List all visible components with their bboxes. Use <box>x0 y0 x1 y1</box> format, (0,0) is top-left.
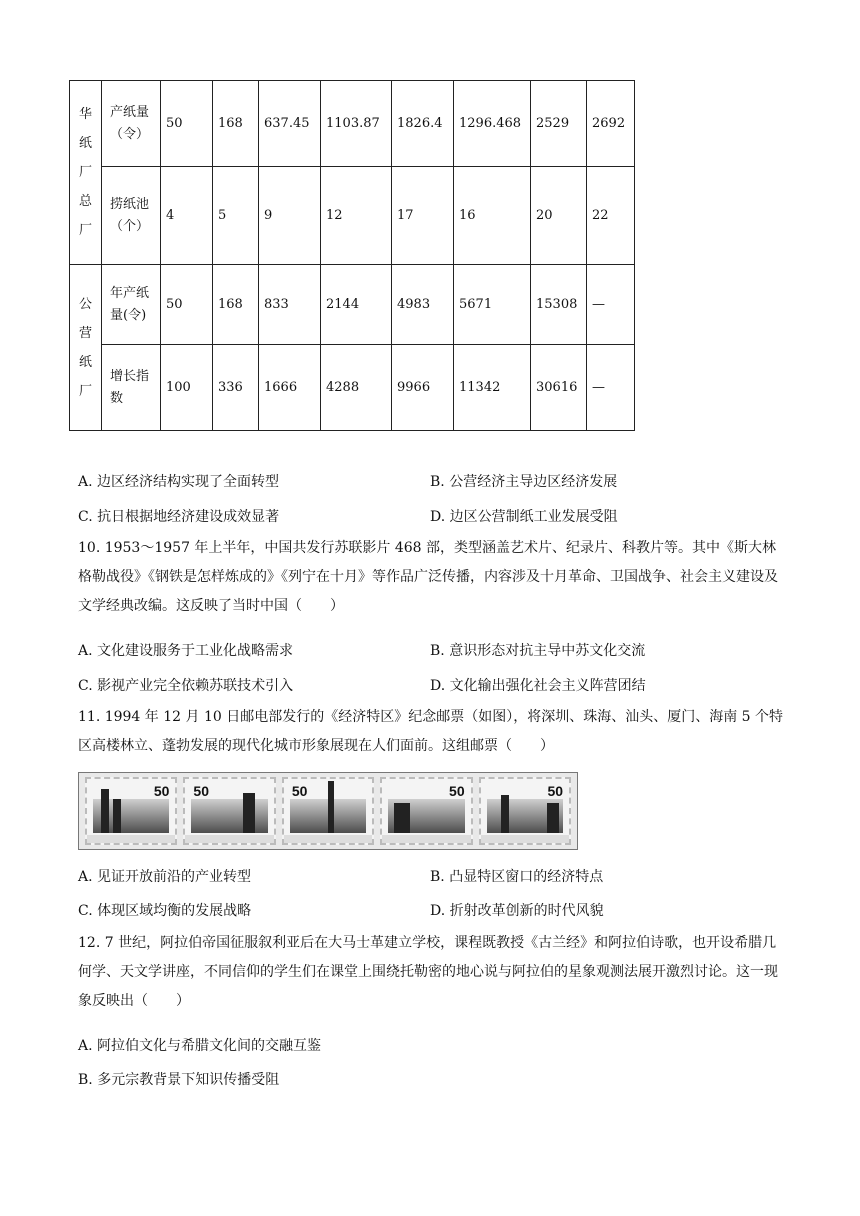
row-label: 捞纸池 （个） <box>102 167 161 265</box>
stamp-shantou: 50 <box>282 777 374 845</box>
stamp-zhuhai: 50 <box>183 777 275 845</box>
table-cell: 1296.468 <box>454 81 531 167</box>
table-cell: 1103.87 <box>321 81 392 167</box>
q10-option-c: C. 影视产业完全依赖苏联技术引入 <box>78 678 294 694</box>
q11-stem: 11. 1994 年 12 月 10 日邮电部发行的《经济特区》纪念邮票（如图），将深圳、珠海、汕头、厦门、海南 5 个特区高楼林立、蓬勃发展的现代化城市形象展现在人们面前。这组邮票（ ） <box>78 709 784 754</box>
table-cell: 2529 <box>531 81 587 167</box>
row-label: 增长指 数 <box>102 345 161 431</box>
table-cell: 11342 <box>454 345 531 431</box>
table-cell: 16 <box>454 167 531 265</box>
q10-option-b: B. 意识形态对抗主导中苏文化交流 <box>430 643 646 659</box>
q11-option-b: B. 凸显特区窗口的经济特点 <box>430 869 604 885</box>
q11-option-d: D. 折射改革创新的时代风貌 <box>430 903 604 919</box>
table-cell: 12 <box>321 167 392 265</box>
table-cell: 50 <box>161 81 213 167</box>
table-row <box>70 265 635 345</box>
q11-option-a: A. 见证开放前沿的产业转型 <box>78 869 252 885</box>
table-cell: 15308 <box>531 265 587 345</box>
table-cell: 637.45 <box>259 81 321 167</box>
table-cell: 4 <box>161 167 213 265</box>
table-cell: 50 <box>161 265 213 345</box>
table-cell: 833 <box>259 265 321 345</box>
paper-production-table <box>69 80 635 431</box>
q12-option-a: A. 阿拉伯文化与希腊文化间的交融互鉴 <box>78 1038 322 1054</box>
table-cell: 336 <box>213 345 259 431</box>
q11-option-c: C. 体现区域均衡的发展战略 <box>78 903 252 919</box>
table-cell: 168 <box>213 81 259 167</box>
stamp-hainan: 50 <box>479 777 571 845</box>
table-row <box>70 81 635 167</box>
table-cell: 1666 <box>259 345 321 431</box>
q9-option-c: C. 抗日根据地经济建设成效显著 <box>78 509 280 525</box>
table-cell: 30616 <box>531 345 587 431</box>
q9-option-b: B. 公营经济主导边区经济发展 <box>430 474 618 490</box>
group-label-public-paper: 公 营 纸 厂 <box>70 265 102 431</box>
row-label: 产纸量 （令） <box>102 81 161 167</box>
table-cell: 22 <box>587 167 635 265</box>
q9-option-d: D. 边区公营制纸工业发展受阻 <box>430 509 618 525</box>
row-label: 年产纸 量(令) <box>102 265 161 345</box>
table-cell: — <box>587 345 635 431</box>
table-cell: 168 <box>213 265 259 345</box>
table-cell: 4983 <box>392 265 454 345</box>
table-cell: 20 <box>531 167 587 265</box>
table-cell: 5 <box>213 167 259 265</box>
table-cell: 5671 <box>454 265 531 345</box>
stamp-xiamen: 50 <box>380 777 472 845</box>
q10-option-d: D. 文化输出强化社会主义阵营团结 <box>430 678 646 694</box>
table-cell: 9 <box>259 167 321 265</box>
q12-stem: 12. 7 世纪，阿拉伯帝国征服叙利亚后在大马士革建立学校，课程既教授《古兰经》和阿拉伯诗歌，也开设希腊几何学、天文学讲座，不同信仰的学生们在课堂上围绕托勒密的地心说与阿拉伯的星象观测法展开激烈讨论。这一现象反映出（ ） <box>78 935 778 1009</box>
table-row <box>70 167 635 265</box>
stamp-shenzhen: 50 <box>85 777 177 845</box>
table-cell: 9966 <box>392 345 454 431</box>
table-cell: 2144 <box>321 265 392 345</box>
q12-option-b: B. 多元宗教背景下知识传播受阻 <box>78 1072 280 1088</box>
table-row <box>70 345 635 431</box>
q10-stem: 10. 1953～1957 年上半年，中国共发行苏联影片 468 部，类型涵盖艺术片、纪录片、科教片等。其中《斯大林格勒战役》《钢铁是怎样炼成的》《列宁在十月》等作品广泛传播，内容涉及十月革命、卫国战争、社会主义建设及文学经典改编。这反映了当时中国（ ） <box>78 540 778 614</box>
stamps-image <box>78 772 578 850</box>
table-cell: 2692 <box>587 81 635 167</box>
q9-option-a: A. 边区经济结构实现了全面转型 <box>78 474 280 490</box>
group-label-hua-paper: 华 纸 厂 总 厂 <box>70 81 102 265</box>
table-cell: 17 <box>392 167 454 265</box>
table-cell: 4288 <box>321 345 392 431</box>
q10-option-a: A. 文化建设服务于工业化战略需求 <box>78 643 294 659</box>
table-cell: 1826.4 <box>392 81 454 167</box>
table-cell: 100 <box>161 345 213 431</box>
table-cell: — <box>587 265 635 345</box>
